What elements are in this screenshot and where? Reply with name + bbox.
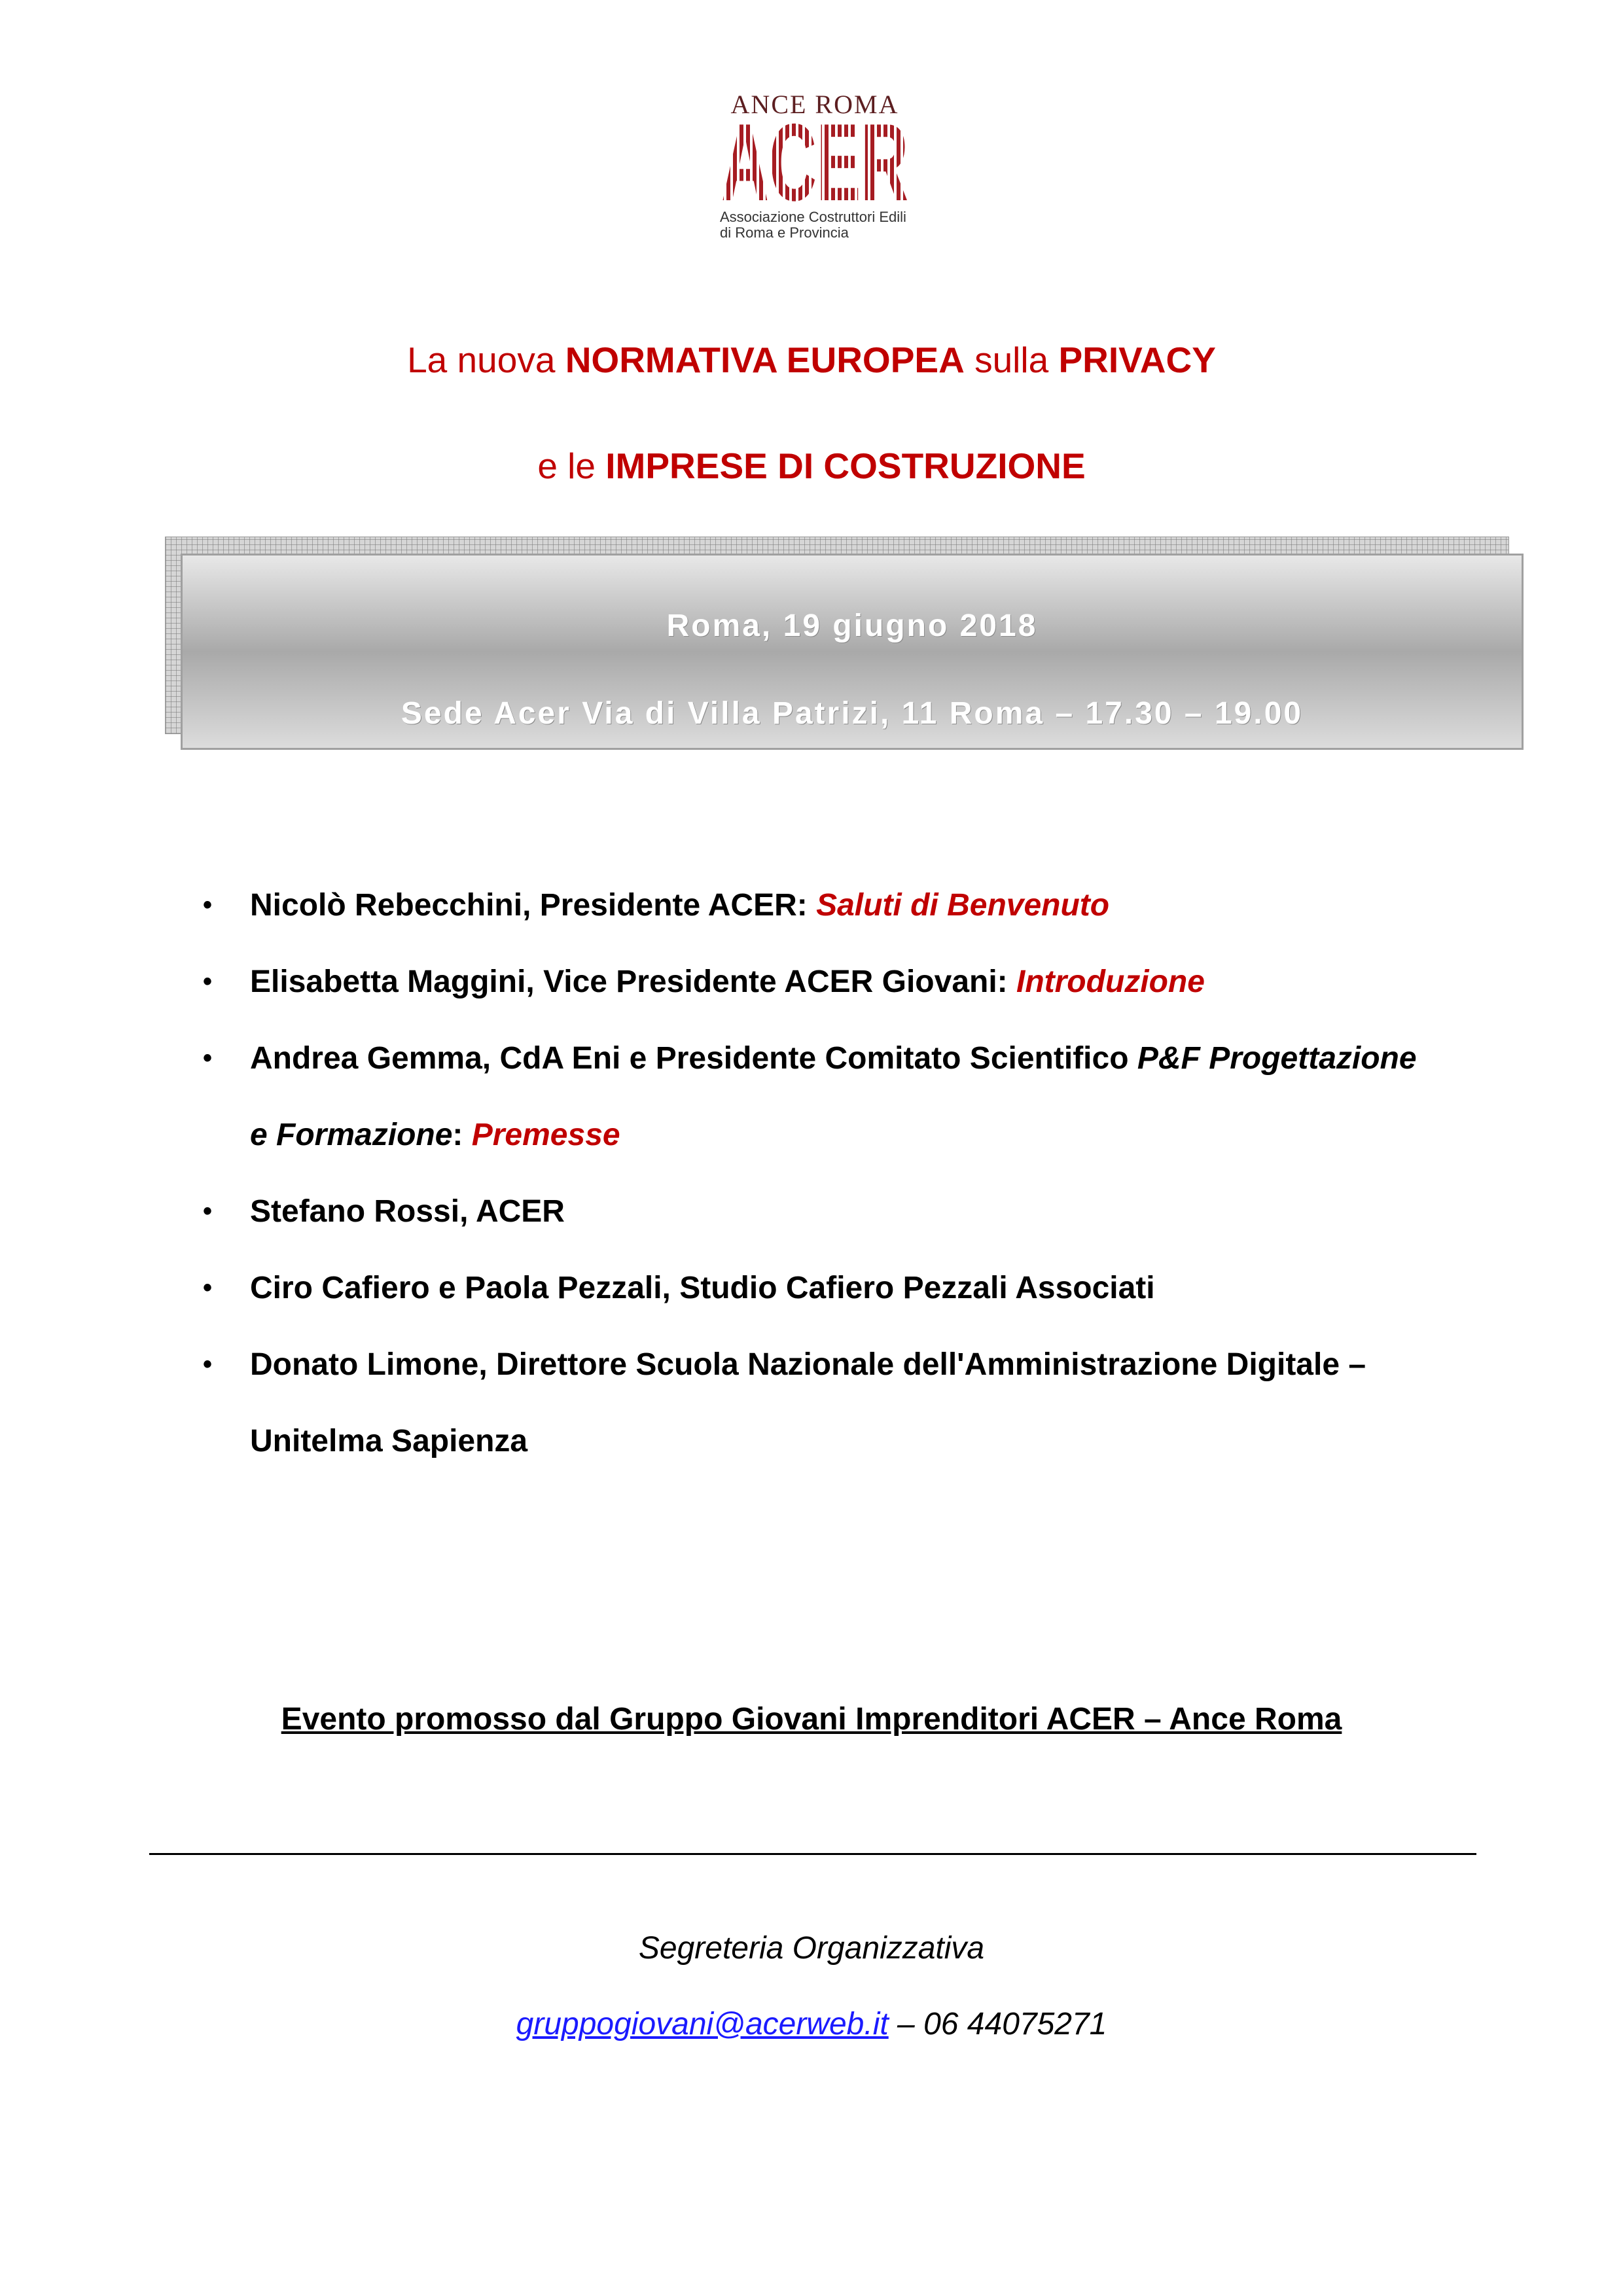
speaker: Ciro Cafiero e Paola Pezzali, Studio Cafiero Pezzali Associati: [250, 1271, 1155, 1305]
program-item: [203, 1326, 1479, 1479]
title-bold: IMPRESE DI COSTRUZIONE: [605, 446, 1086, 486]
bullet: •: [203, 1044, 213, 1072]
topic: Introduzione: [1016, 964, 1205, 999]
title-text: La nuova: [407, 340, 565, 380]
event-banner: [181, 554, 1524, 750]
bullet: •: [203, 1273, 213, 1302]
logo-subtitle: [720, 209, 916, 241]
program-list: [203, 867, 1479, 1479]
item-continuation: [250, 1097, 1479, 1173]
event-date: Roma, 19 giugno 2018: [666, 609, 1038, 643]
separator: :: [452, 1118, 472, 1152]
program-item: [203, 1020, 1479, 1173]
item-continuation: Unitelma Sapienza: [250, 1424, 528, 1458]
program-item: [203, 1250, 1479, 1326]
bullet: •: [203, 1197, 213, 1226]
title-text: e le: [537, 446, 606, 486]
program-item: [203, 867, 1479, 944]
email-link[interactable]: gruppogiovani@acerweb.it: [516, 2007, 889, 2041]
contact-line: [0, 2006, 1623, 2042]
bullet: •: [203, 1350, 213, 1379]
topic: Premesse: [471, 1118, 620, 1152]
event-venue: Sede Acer Via di Villa Patrizi, 11 Roma – 17.30 – 19.00: [401, 696, 1304, 731]
divider: [149, 1853, 1476, 1855]
logo-sub-line1: Associazione Costruttori Edili: [720, 209, 906, 225]
phone-number: – 06 44075271: [888, 2007, 1107, 2041]
program-item: [203, 1173, 1479, 1250]
logo-acer-mark: [720, 120, 910, 205]
speaker: Nicolò Rebecchini, Presidente ACER:: [250, 888, 817, 923]
title-text: sulla: [964, 340, 1059, 380]
speaker: Elisabetta Maggini, Vice Presidente ACER Giovani:: [250, 964, 1016, 999]
title-line1: [0, 339, 1623, 381]
logo-sub-line2: di Roma e Provincia: [720, 224, 849, 241]
speaker: Andrea Gemma, CdA Eni e Presidente Comitato Scientifico: [250, 1041, 1137, 1076]
logo-top-text: ANCE ROMA: [730, 90, 899, 119]
organization: P&F Progettazione: [1137, 1041, 1417, 1076]
speaker: Stefano Rossi, ACER: [250, 1194, 565, 1229]
bullet: •: [203, 967, 213, 996]
organization-cont: e Formazione: [250, 1118, 453, 1152]
title-bold: PRIVACY: [1058, 340, 1216, 380]
program-item: [203, 944, 1479, 1020]
acer-logo: [720, 90, 916, 241]
title-line2: [0, 445, 1623, 487]
speaker: Donato Limone, Direttore Scuola Nazionale dell'Amministrazione Digitale –: [250, 1347, 1366, 1382]
topic: Saluti di Benvenuto: [816, 888, 1110, 923]
title-bold: NORMATIVA EUROPEA: [565, 340, 965, 380]
promoted-by: Evento promosso dal Gruppo Giovani Imprenditori ACER – Ance Roma: [281, 1702, 1342, 1737]
bullet: •: [203, 891, 213, 919]
secretary-label: Segreteria Organizzativa: [638, 1931, 985, 1966]
logo-main-text: ACER: [721, 120, 908, 205]
